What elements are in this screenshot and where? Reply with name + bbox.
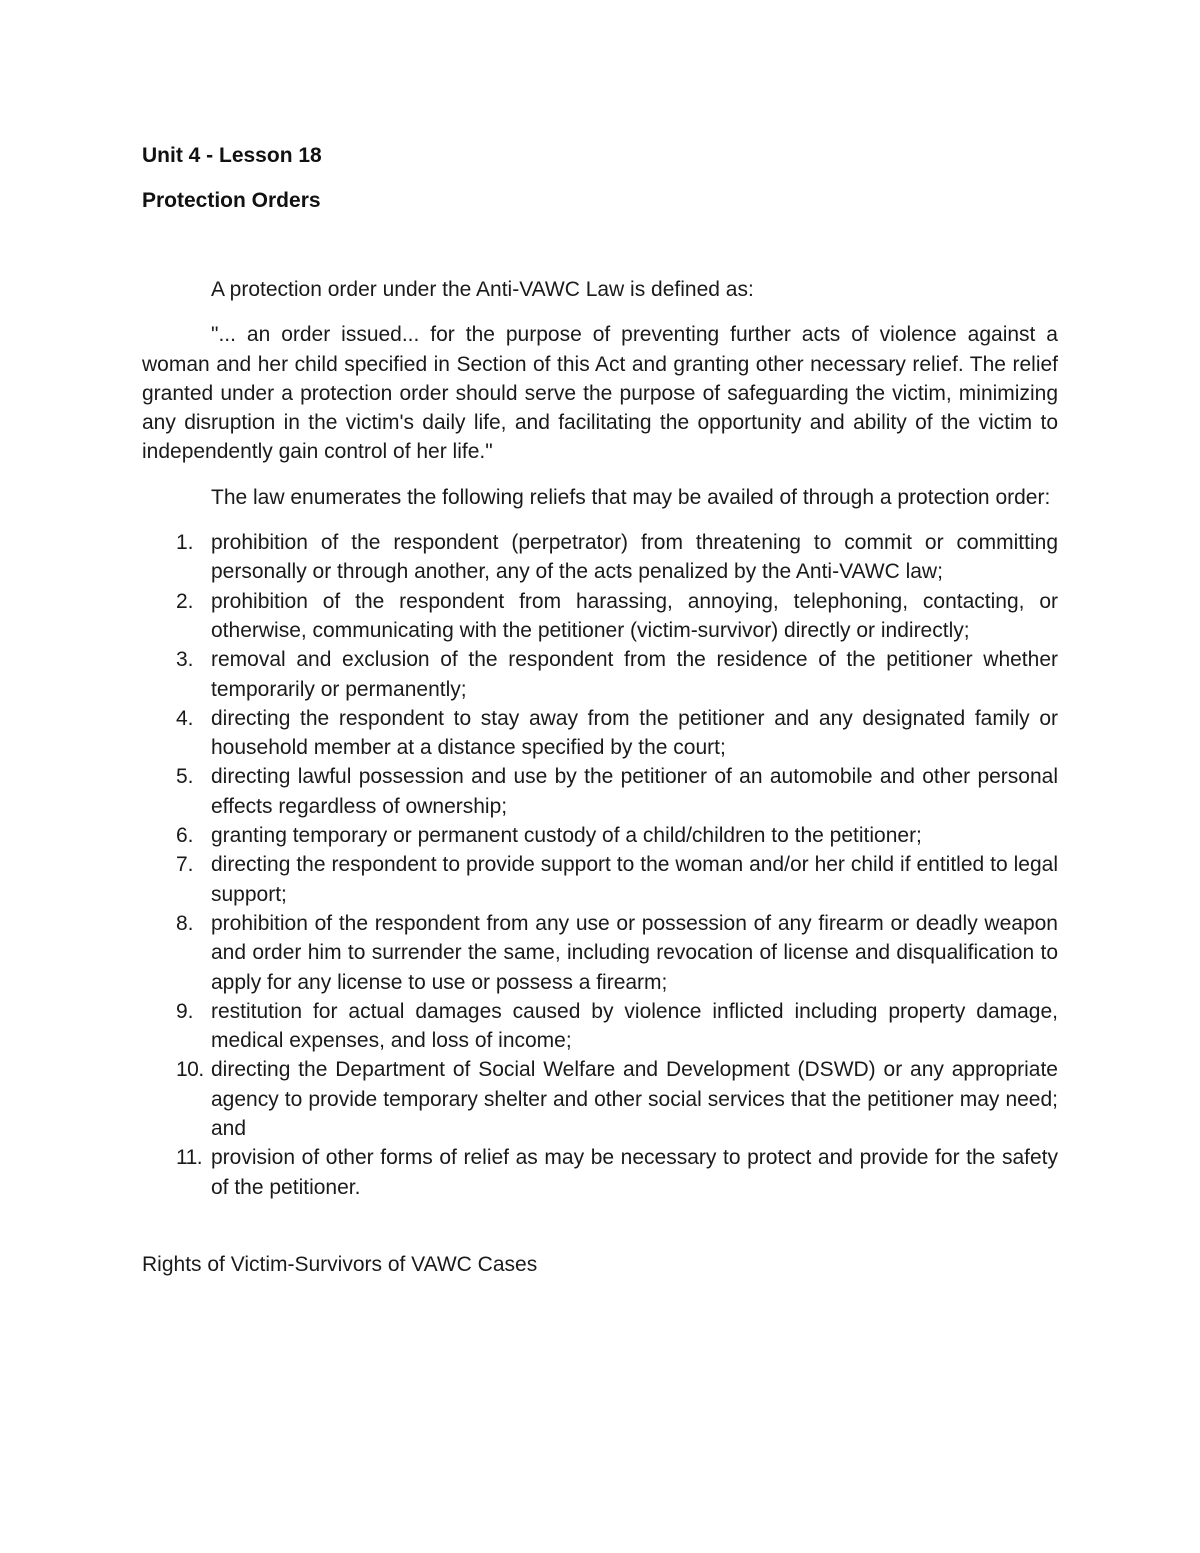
relief-number: 9. <box>176 999 194 1023</box>
relief-item <box>142 821 1058 850</box>
relief-number: 1. <box>176 531 194 555</box>
relief-number: 11. <box>176 1146 203 1170</box>
relief-item <box>142 587 1058 646</box>
relief-number: 4. <box>176 706 194 730</box>
relief-item <box>142 1143 1058 1202</box>
definition-quote: "... an order issued... for the purpose of preventing further acts of violence against a woman and her child specified in Section of this Act and granting other necessary relief. The relief granted under a protection order should serve the purpose of safeguarding the victim, minimizing any disruption in the victim's daily life, and facilitating the opportunity and ability of the victim to independently gain control of her life." <box>142 323 1058 464</box>
relief-text: directing lawful possession and use by the petitioner of an automobile and other personal effects regardless of ownership; <box>211 765 1058 818</box>
next-section-title: Rights of Victim-Survivors of VAWC Cases <box>142 1252 538 1276</box>
relief-text: prohibition of the respondent (perpetrator) from threatening to commit or committing personally or through another, any of the acts penalized by the Anti-VAWC law; <box>211 531 1058 584</box>
relief-number: 3. <box>176 648 194 672</box>
relief-text: directing the respondent to provide support to the woman and/or her child if entitled to legal support; <box>211 853 1058 906</box>
relief-number: 7. <box>176 853 194 877</box>
relief-number: 10. <box>176 1058 204 1082</box>
relief-number: 2. <box>176 589 194 613</box>
relief-item <box>142 704 1058 763</box>
relief-number: 6. <box>176 824 194 848</box>
relief-text: removal and exclusion of the respondent from the residence of the petitioner whether temporarily or permanently; <box>211 648 1058 701</box>
relief-item <box>142 997 1058 1056</box>
document-content <box>142 142 1058 1279</box>
relief-item <box>142 645 1058 704</box>
unit-title: Unit 4 - Lesson 18 <box>142 144 322 167</box>
relief-text: granting temporary or permanent custody of a child/children to the petitioner; <box>211 824 922 848</box>
relief-item <box>142 909 1058 997</box>
relief-item <box>142 528 1058 587</box>
relief-number: 5. <box>176 765 194 789</box>
relief-text: provision of other forms of relief as may be necessary to protect and provide for the safety of the petitioner. <box>211 1146 1058 1199</box>
intro-paragraph: A protection order under the Anti-VAWC Law is defined as: <box>211 278 754 301</box>
relief-item <box>142 762 1058 821</box>
law-intro-paragraph: The law enumerates the following reliefs that may be availed of through a protection order: <box>211 485 1051 509</box>
relief-item <box>142 1055 1058 1143</box>
relief-text: restitution for actual damages caused by violence inflicted including property damage, medical expenses, and loss of income; <box>211 999 1058 1053</box>
relief-number: 8. <box>176 911 194 935</box>
relief-text: directing the Department of Social Welfare and Development (DSWD) or any appropriate agency to provide temporary shelter and other social services that the petitioner may need; and <box>211 1058 1058 1141</box>
relief-item <box>142 850 1058 909</box>
relief-list <box>142 528 1058 1202</box>
topic-title: Protection Orders <box>142 189 321 212</box>
relief-text: prohibition of the respondent from harassing, annoying, telephoning, contacting, or otherwise, communicating with the petitioner (victim-survivor) directly or indirectly; <box>211 589 1058 642</box>
relief-text: prohibition of the respondent from any use or possession of any firearm or deadly weapon and order him to surrender the same, including revocation of license and disqualification to apply for any license to use or possess a firearm; <box>211 911 1058 994</box>
relief-text: directing the respondent to stay away from the petitioner and any designated family or household member at a distance specified by the court; <box>211 706 1058 760</box>
